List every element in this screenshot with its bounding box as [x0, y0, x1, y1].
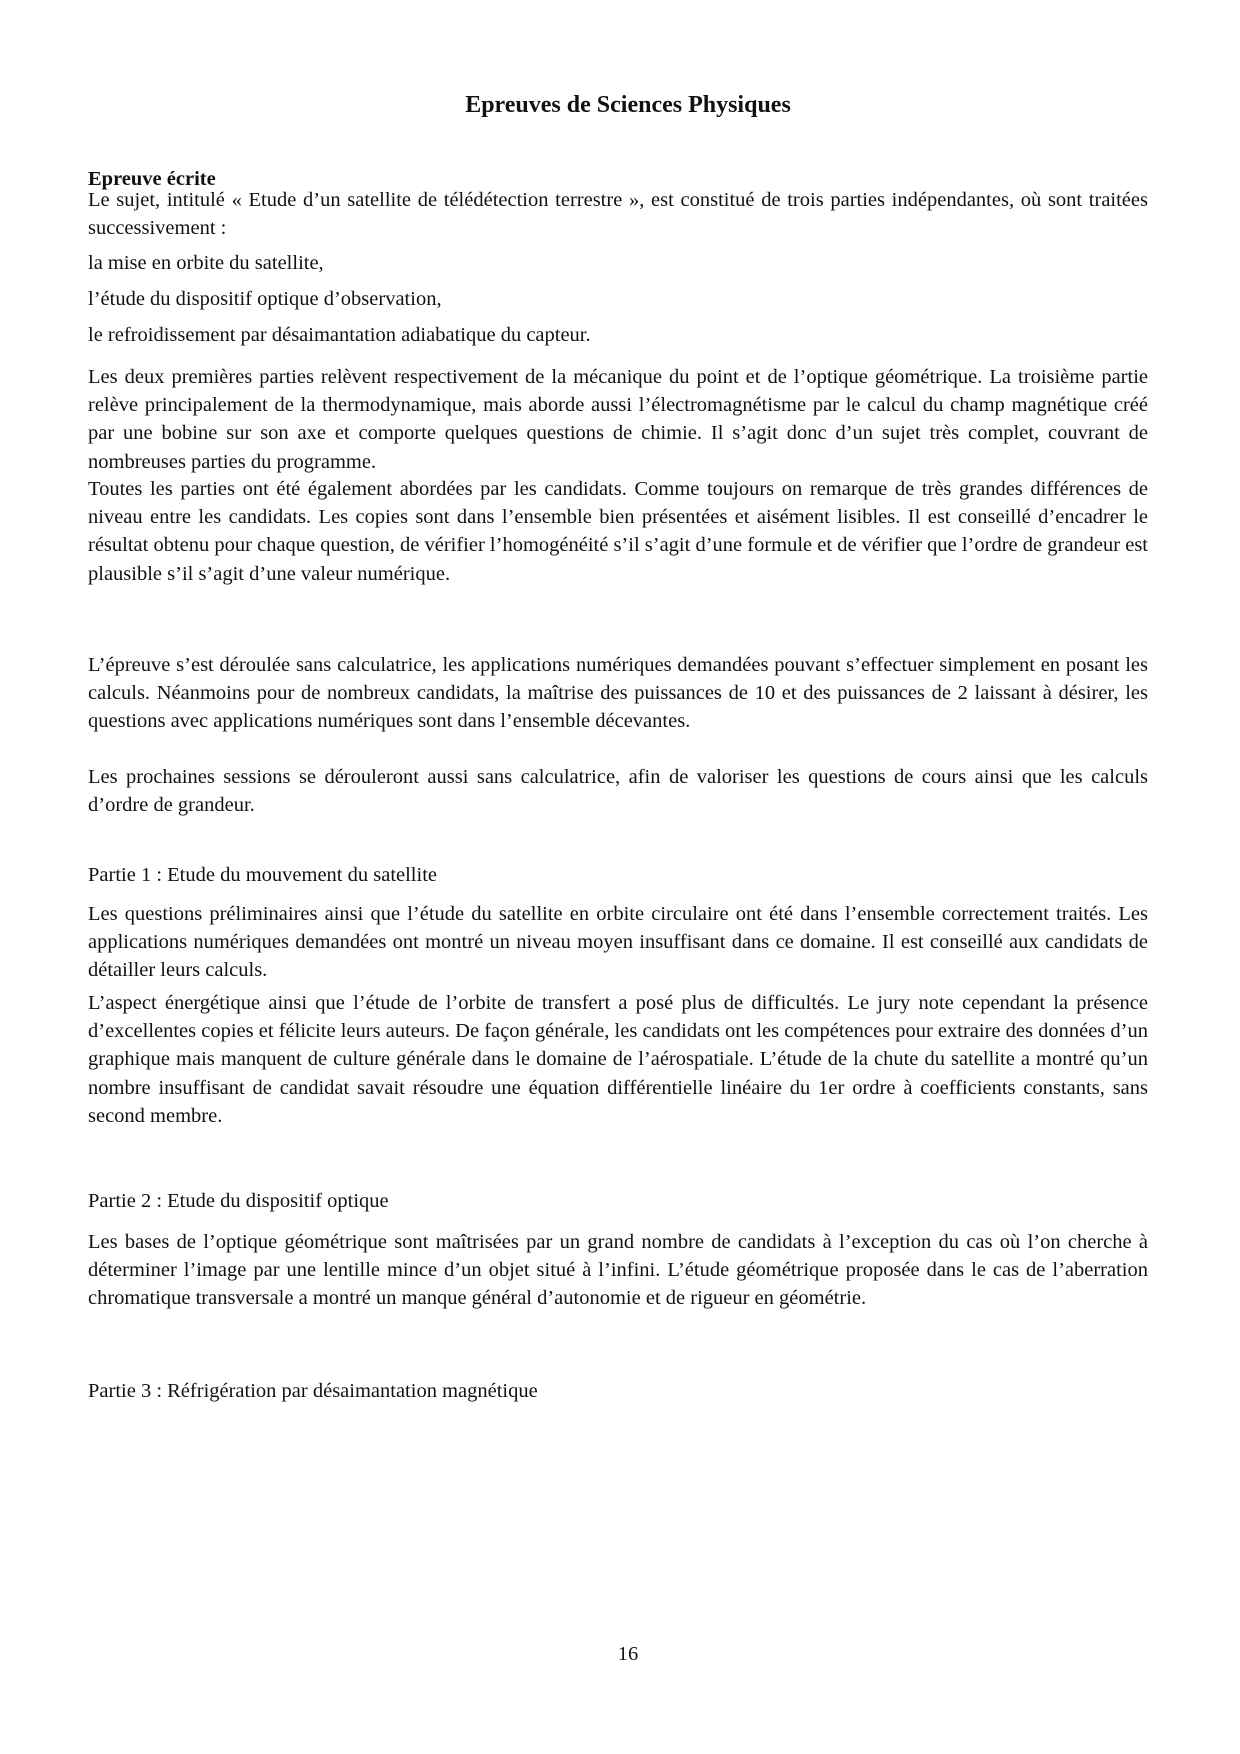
- partie1-paragraph: Les questions préliminaires ainsi que l’étude du satellite en orbite circulaire ont été dans l’ensemble correctement traités. Les applications numériques demandées ont montré un niveau moyen insuffisant dans ce domaine. Il est conseillé aux candidats de détailler leurs calculs.: [88, 903, 1148, 982]
- paragraph: Toutes les parties ont été également abordées par les candidats. Comme toujours on remarque de très grandes différences de niveau entre les candidats. Les copies sont dans l’ensemble bien présentées et aisément lisibles. Il est conseillé d’encadrer le résultat obtenu pour chaque question, de vérifier l’homogénéité s’il s’agit d’une formule et de vérifier que l’ordre de grandeur est plausible s’il s’agit d’une valeur numérique.: [88, 478, 1148, 585]
- partie1-heading: Partie 1 : Etude du mouvement du satellite: [88, 864, 437, 886]
- paragraph: Les deux premières parties relèvent respectivement de la mécanique du point et de l’optique géométrique. La troisième partie relève principalement de la thermodynamique, mais aborde aussi l’électromagnétisme par le calcul du champ magnétique créé par une bobine sur son axe et comporte quelques questions de chimie. Il s’agit donc d’un sujet très complet, couvrant de nombreuses parties du programme.: [88, 366, 1148, 473]
- list-item: le refroidissement par désaimantation adiabatique du capteur.: [88, 324, 591, 346]
- paragraph: L’épreuve s’est déroulée sans calculatrice, les applications numériques demandées pouvant s’effectuer simplement en posant les calculs. Néanmoins pour de nombreux candidats, la maîtrise des puissances de 10 et des puissances de 2 laissant à désirer, les questions avec applications numériques sont dans l’ensemble décevantes.: [88, 654, 1148, 733]
- document-title: Epreuves de Sciences Physiques: [465, 92, 791, 118]
- partie1-paragraph: L’aspect énergétique ainsi que l’étude de l’orbite de transfert a posé plus de difficultés. Le jury note cependant la présence d’excellentes copies et félicite leurs auteurs. De façon générale, les candidats ont les compétences pour extraire des données d’un graphique mais manquent de culture générale dans le domaine de l’aérospatiale. L’étude de la chute du satellite a montré qu’un nombre insuffisant de candidat savait résoudre une équation différentielle linéaire du 1er ordre à coefficients constants, sans second membre.: [88, 992, 1148, 1127]
- partie2-heading: Partie 2 : Etude du dispositif optique: [88, 1190, 389, 1212]
- partie2-paragraph: Les bases de l’optique géométrique sont maîtrisées par un grand nombre de candidats à l’exception du cas où l’on cherche à déterminer l’image par une lentille mince d’un objet situé à l’infini. L’étude géométrique proposée dans le cas de l’aberration chromatique transversale a montré un manque général d’autonomie et de rigueur en géométrie.: [88, 1231, 1148, 1310]
- document-page: [88, 0, 1148, 1754]
- list-item: la mise en orbite du satellite,: [88, 252, 324, 274]
- section-heading-epreuve-ecrite: Epreuve écrite: [88, 168, 216, 190]
- page-number: 16: [617, 1643, 639, 1665]
- list-item: l’étude du dispositif optique d’observation,: [88, 288, 442, 310]
- partie3-heading: Partie 3 : Réfrigération par désaimantation magnétique: [88, 1380, 538, 1402]
- paragraph: Les prochaines sessions se dérouleront aussi sans calculatrice, afin de valoriser les questions de cours ainsi que les calculs d’ordre de grandeur.: [88, 766, 1148, 817]
- intro-paragraph: Le sujet, intitulé « Etude d’un satellite de télédétection terrestre », est constitué de trois parties indépendantes, où sont traitées successivement :: [88, 189, 1148, 240]
